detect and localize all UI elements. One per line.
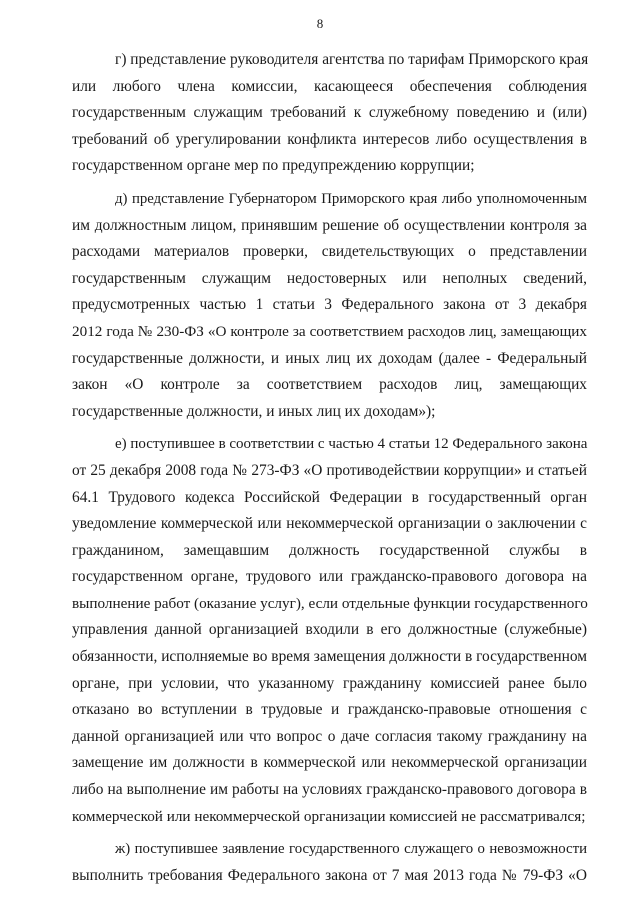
paragraph-zh xyxy=(72,836,587,889)
text-line: 64.1 Трудового кодекса Российской Федерации в государственный орган xyxy=(72,488,587,506)
text-line: государственном органе мер по предупреждению коррупции; xyxy=(72,157,475,175)
text-line: выполнить требования Федерального закона от 7 мая 2013 года № 79-ФЗ «О xyxy=(72,866,587,884)
text-line: 2012 года № 230-ФЗ «О контроле за соответствием расходов лиц, замещающих xyxy=(72,322,587,340)
text-line: им должностным лицом, принявшим решение об осуществлении контроля за xyxy=(72,216,587,234)
text-line: государственном органе, трудового или гражданско-правового договора на xyxy=(72,568,587,586)
text-line: коммерческой или некоммерческой организации комиссией не рассматривался; xyxy=(72,807,586,825)
paragraph-g xyxy=(72,47,587,180)
text-line: выполнение работ (оказание услуг), если отдельные функции государственного xyxy=(72,594,588,612)
text-line: данной организацией или что вопрос о даче согласия такому гражданину на xyxy=(72,727,587,745)
text-line: г) представление руководителя агентства по тарифам Приморского края xyxy=(115,51,589,68)
text-line: расходами материалов проверки, свидетельствующих о представлении xyxy=(72,243,587,261)
text-line: замещение им должности в коммерческой или некоммерческой организации xyxy=(72,754,587,772)
text-line: государственные должности, и иных лиц их доходам»); xyxy=(72,402,436,420)
paragraph-d xyxy=(72,186,587,425)
text-line: государственным служащим требований к служебному поведению и (или) xyxy=(72,104,587,122)
paragraph-e xyxy=(72,431,587,830)
text-line: управления данной организацией входили в его должностные (служебные) xyxy=(72,621,587,639)
text-line: гражданином, замещавшим должность государственной службы в xyxy=(72,541,587,559)
text-line: предусмотренных частью 1 статьи 3 Федерального закона от 3 декабря xyxy=(72,296,587,314)
text-line: обязанности, исполняемые во время замещения должности в государственном xyxy=(72,648,587,666)
text-line: государственным служащим недостоверных или неполных сведений, xyxy=(72,269,587,287)
page-number: 8 xyxy=(316,16,324,31)
text-line: государственные должности, и иных лиц их доходам (далее - Федеральный xyxy=(72,349,587,367)
text-line: от 25 декабря 2008 года № 273-ФЗ «О противодействии коррупции» и статьей xyxy=(72,461,587,479)
text-line: уведомление коммерческой или некоммерческой организации о заключении с xyxy=(72,515,587,533)
text-line: е) поступившее в соответствии с частью 4 статьи 12 Федерального закона xyxy=(115,436,588,453)
text-line: требований об урегулировании конфликта интересов либо осуществления в xyxy=(72,130,587,148)
document-body xyxy=(72,47,587,895)
text-line: органе, при условии, что указанному гражданину комиссией ранее было xyxy=(72,674,587,692)
text-line: закон «О контроле за соответствием расходов лиц, замещающих xyxy=(72,376,587,394)
text-line: или любого члена комиссии, касающееся обеспечения соблюдения xyxy=(72,77,587,95)
text-line: д) представление Губернатором Приморского края либо уполномоченным xyxy=(115,190,587,207)
text-line: либо на выполнение им работы на условиях гражданско-правового договора в xyxy=(72,781,587,799)
text-line: ж) поступившее заявление государственного служащего о невозможности xyxy=(115,841,587,858)
text-line: отказано во вступлении в трудовые и гражданско-правовые отношения с xyxy=(72,701,587,719)
